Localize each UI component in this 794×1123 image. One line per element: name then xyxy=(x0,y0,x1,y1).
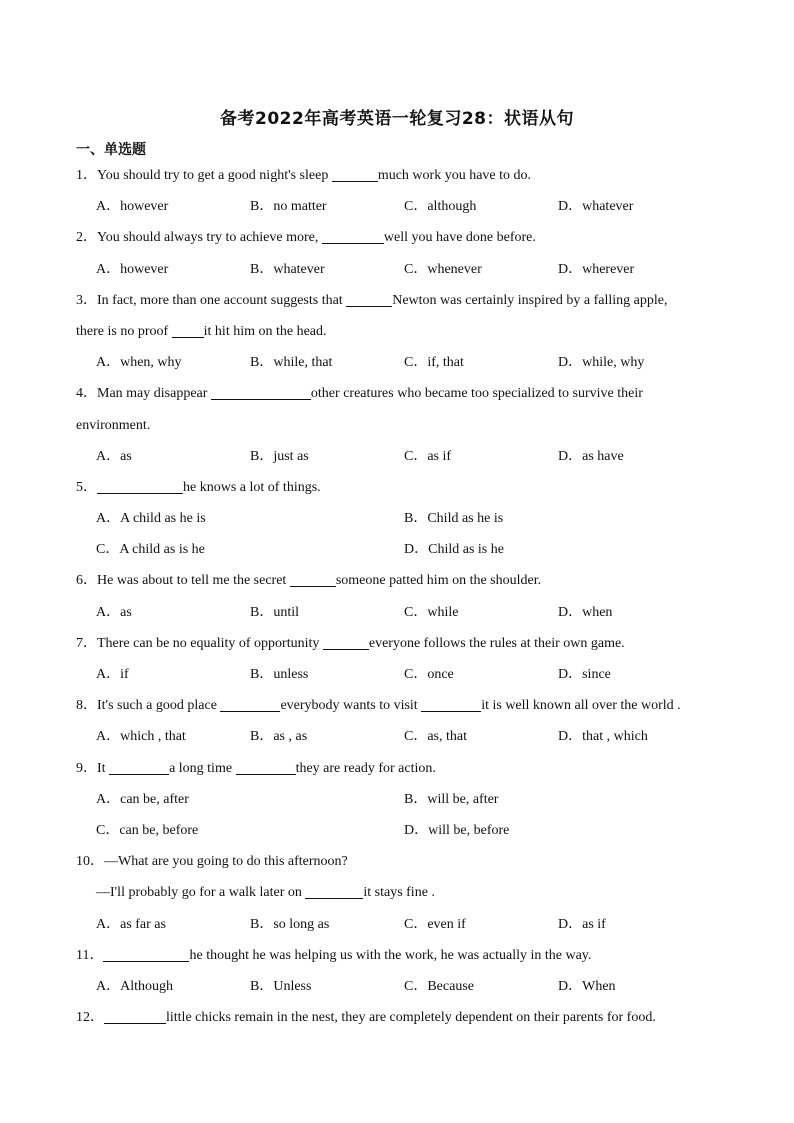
answer-option: D．wherever xyxy=(558,261,635,277)
question-stem-continued xyxy=(76,877,726,908)
options-row xyxy=(76,659,726,690)
question-text: You should try to get a good night's sleep xyxy=(97,168,332,183)
answer-option: B．as , as xyxy=(250,729,308,745)
options-row xyxy=(76,534,726,565)
question-item xyxy=(76,160,726,222)
answer-option: A．when, why xyxy=(96,355,182,371)
options-row xyxy=(76,441,726,472)
question-item xyxy=(76,690,726,752)
question-item xyxy=(76,628,726,690)
answer-option: D．Child as is he xyxy=(404,542,504,558)
answer-option: C．if, that xyxy=(404,355,464,371)
answer-option: C．while xyxy=(404,604,459,620)
question-number: 9． xyxy=(76,760,97,776)
question-stem xyxy=(76,565,726,596)
question-item xyxy=(76,222,726,284)
question-stem xyxy=(76,753,726,784)
question-stem xyxy=(76,1002,726,1033)
question-text: it stays fine . xyxy=(363,885,435,901)
answer-option: A．which , that xyxy=(96,729,186,745)
answer-blank xyxy=(97,479,183,494)
answer-option: C．A child as is he xyxy=(96,542,205,558)
question-text: they are ready for action. xyxy=(295,760,436,776)
answer-blank xyxy=(323,635,369,650)
question-text: You should always try to achieve more, xyxy=(97,230,322,246)
question-item xyxy=(76,285,726,379)
answer-option: B．until xyxy=(250,604,300,620)
question-number: 3． xyxy=(76,292,97,308)
answer-blank xyxy=(103,947,189,962)
answer-option: A．however xyxy=(96,261,169,277)
question-item xyxy=(76,1002,726,1033)
answer-option: D．When xyxy=(558,978,616,994)
question-text: Newton was certainly inspired by a falling apple, xyxy=(392,292,668,308)
question-stem-continued xyxy=(76,316,726,347)
question-number: 12． xyxy=(76,1010,104,1026)
question-text: There can be no equality of opportunity xyxy=(97,635,323,651)
answer-option: A．as far as xyxy=(96,916,166,932)
options-row xyxy=(76,597,726,628)
question-stem xyxy=(76,628,726,659)
answer-blank xyxy=(421,697,481,712)
answer-option: B．unless xyxy=(250,667,309,682)
question-text: In fact, more than one account suggests that xyxy=(97,292,347,308)
answer-blank xyxy=(322,229,384,244)
answer-option: C．once xyxy=(404,667,454,682)
answer-blank xyxy=(211,385,311,400)
answer-option: B．whatever xyxy=(250,261,325,277)
options-row xyxy=(76,971,726,1002)
question-text: everyone follows the rules at their own game. xyxy=(368,635,625,651)
answer-blank xyxy=(290,572,336,587)
question-text: it is well known all over the world . xyxy=(481,698,681,714)
question-item xyxy=(76,753,726,847)
question-text: he thought he was helping us with the work, he was actually in the way. xyxy=(189,947,592,963)
question-number: 7． xyxy=(76,635,97,651)
answer-blank xyxy=(332,167,378,182)
answer-option: A．Although xyxy=(96,978,173,994)
question-text: there is no proof xyxy=(76,323,172,339)
question-text: he knows a lot of things. xyxy=(183,479,321,495)
answer-blank xyxy=(104,1009,166,1024)
answer-option: C．even if xyxy=(404,916,466,932)
answer-option: D．when xyxy=(558,604,613,620)
answer-option: A．however xyxy=(96,199,169,215)
question-stem xyxy=(76,940,726,971)
question-number: 4． xyxy=(76,386,97,402)
question-text: it hit him on the head. xyxy=(203,323,327,339)
answer-option: D．as have xyxy=(558,448,624,464)
answer-option: A．as xyxy=(96,448,132,464)
section-heading: 一、单选题 xyxy=(76,142,146,158)
answer-option: D．since xyxy=(558,667,611,682)
answer-blank xyxy=(305,884,363,899)
question-item xyxy=(76,846,726,940)
question-stem xyxy=(76,222,726,253)
question-item xyxy=(76,940,726,1002)
question-text: a long time xyxy=(169,760,236,776)
answer-option: B．so long as xyxy=(250,916,330,932)
question-text: everybody wants to visit xyxy=(280,698,422,714)
question-item xyxy=(76,378,726,472)
answer-blank xyxy=(172,323,204,338)
question-item xyxy=(76,472,726,566)
question-text: much work you have to do. xyxy=(377,168,532,183)
question-text: other creatures who became too specialized to survive their xyxy=(310,386,643,402)
question-item xyxy=(76,565,726,627)
answer-option: B．will be, after xyxy=(404,791,499,807)
answer-blank xyxy=(220,697,280,712)
options-row xyxy=(76,254,726,285)
answer-option: A．as xyxy=(96,604,132,620)
question-stem xyxy=(76,285,726,316)
question-number: 6． xyxy=(76,573,97,589)
question-stem xyxy=(76,472,726,503)
answer-option: C．as, that xyxy=(404,729,467,745)
question-number: 5． xyxy=(76,479,97,495)
question-text: little chicks remain in the nest, they are completely dependent on their parents for food. xyxy=(166,1010,656,1026)
question-stem xyxy=(76,378,726,409)
question-list xyxy=(76,160,726,1033)
answer-option: C．although xyxy=(404,199,477,215)
options-row xyxy=(76,815,726,846)
answer-option: B．Child as he is xyxy=(404,511,504,527)
question-text: He was about to tell me the secret xyxy=(97,573,290,589)
options-row xyxy=(76,503,726,534)
question-number: 1． xyxy=(76,168,97,183)
question-number: 11． xyxy=(76,947,104,963)
answer-option: D．that , which xyxy=(558,729,648,745)
question-number: 2． xyxy=(76,230,97,246)
answer-blank xyxy=(346,292,392,307)
answer-option: C．whenever xyxy=(404,261,482,277)
answer-option: A．can be, after xyxy=(96,791,189,807)
question-text: —What are you going to do this afternoon? xyxy=(104,854,348,870)
options-row xyxy=(76,347,726,378)
question-number: 8． xyxy=(76,698,97,714)
options-row xyxy=(76,909,726,940)
question-text: It's such a good place xyxy=(97,698,221,714)
answer-option: B．while, that xyxy=(250,355,333,371)
answer-option: D．while, why xyxy=(558,355,645,371)
answer-option: D．will be, before xyxy=(404,822,510,838)
answer-option: D．as if xyxy=(558,916,606,932)
question-text: It xyxy=(97,760,110,776)
answer-option: C．as if xyxy=(404,448,452,464)
question-stem xyxy=(76,846,726,877)
options-row xyxy=(76,721,726,752)
options-row xyxy=(76,191,726,222)
answer-option: B．no matter xyxy=(250,199,327,215)
question-text: well you have done before. xyxy=(383,230,536,246)
answer-option: D．whatever xyxy=(558,199,634,215)
answer-option: A．if xyxy=(96,667,129,682)
answer-option: C．can be, before xyxy=(96,822,199,838)
answer-blank xyxy=(109,760,169,775)
question-number: 10． xyxy=(76,854,104,870)
document-title: 备考2022年高考英语一轮复习28：状语从句 xyxy=(220,109,574,129)
question-text: Man may disappear xyxy=(97,386,211,402)
question-text: environment. xyxy=(76,417,151,433)
question-text: someone patted him on the shoulder. xyxy=(335,573,542,589)
answer-blank xyxy=(236,760,296,775)
answer-option: A．A child as he is xyxy=(96,511,206,527)
answer-option: B．Unless xyxy=(250,978,312,994)
question-stem xyxy=(76,690,726,721)
question-stem-continued xyxy=(76,410,726,441)
answer-option: B．just as xyxy=(250,448,309,464)
question-text: —I'll probably go for a walk later on xyxy=(96,885,306,901)
options-row xyxy=(76,784,726,815)
answer-option: C．Because xyxy=(404,978,474,994)
question-stem xyxy=(76,160,726,191)
